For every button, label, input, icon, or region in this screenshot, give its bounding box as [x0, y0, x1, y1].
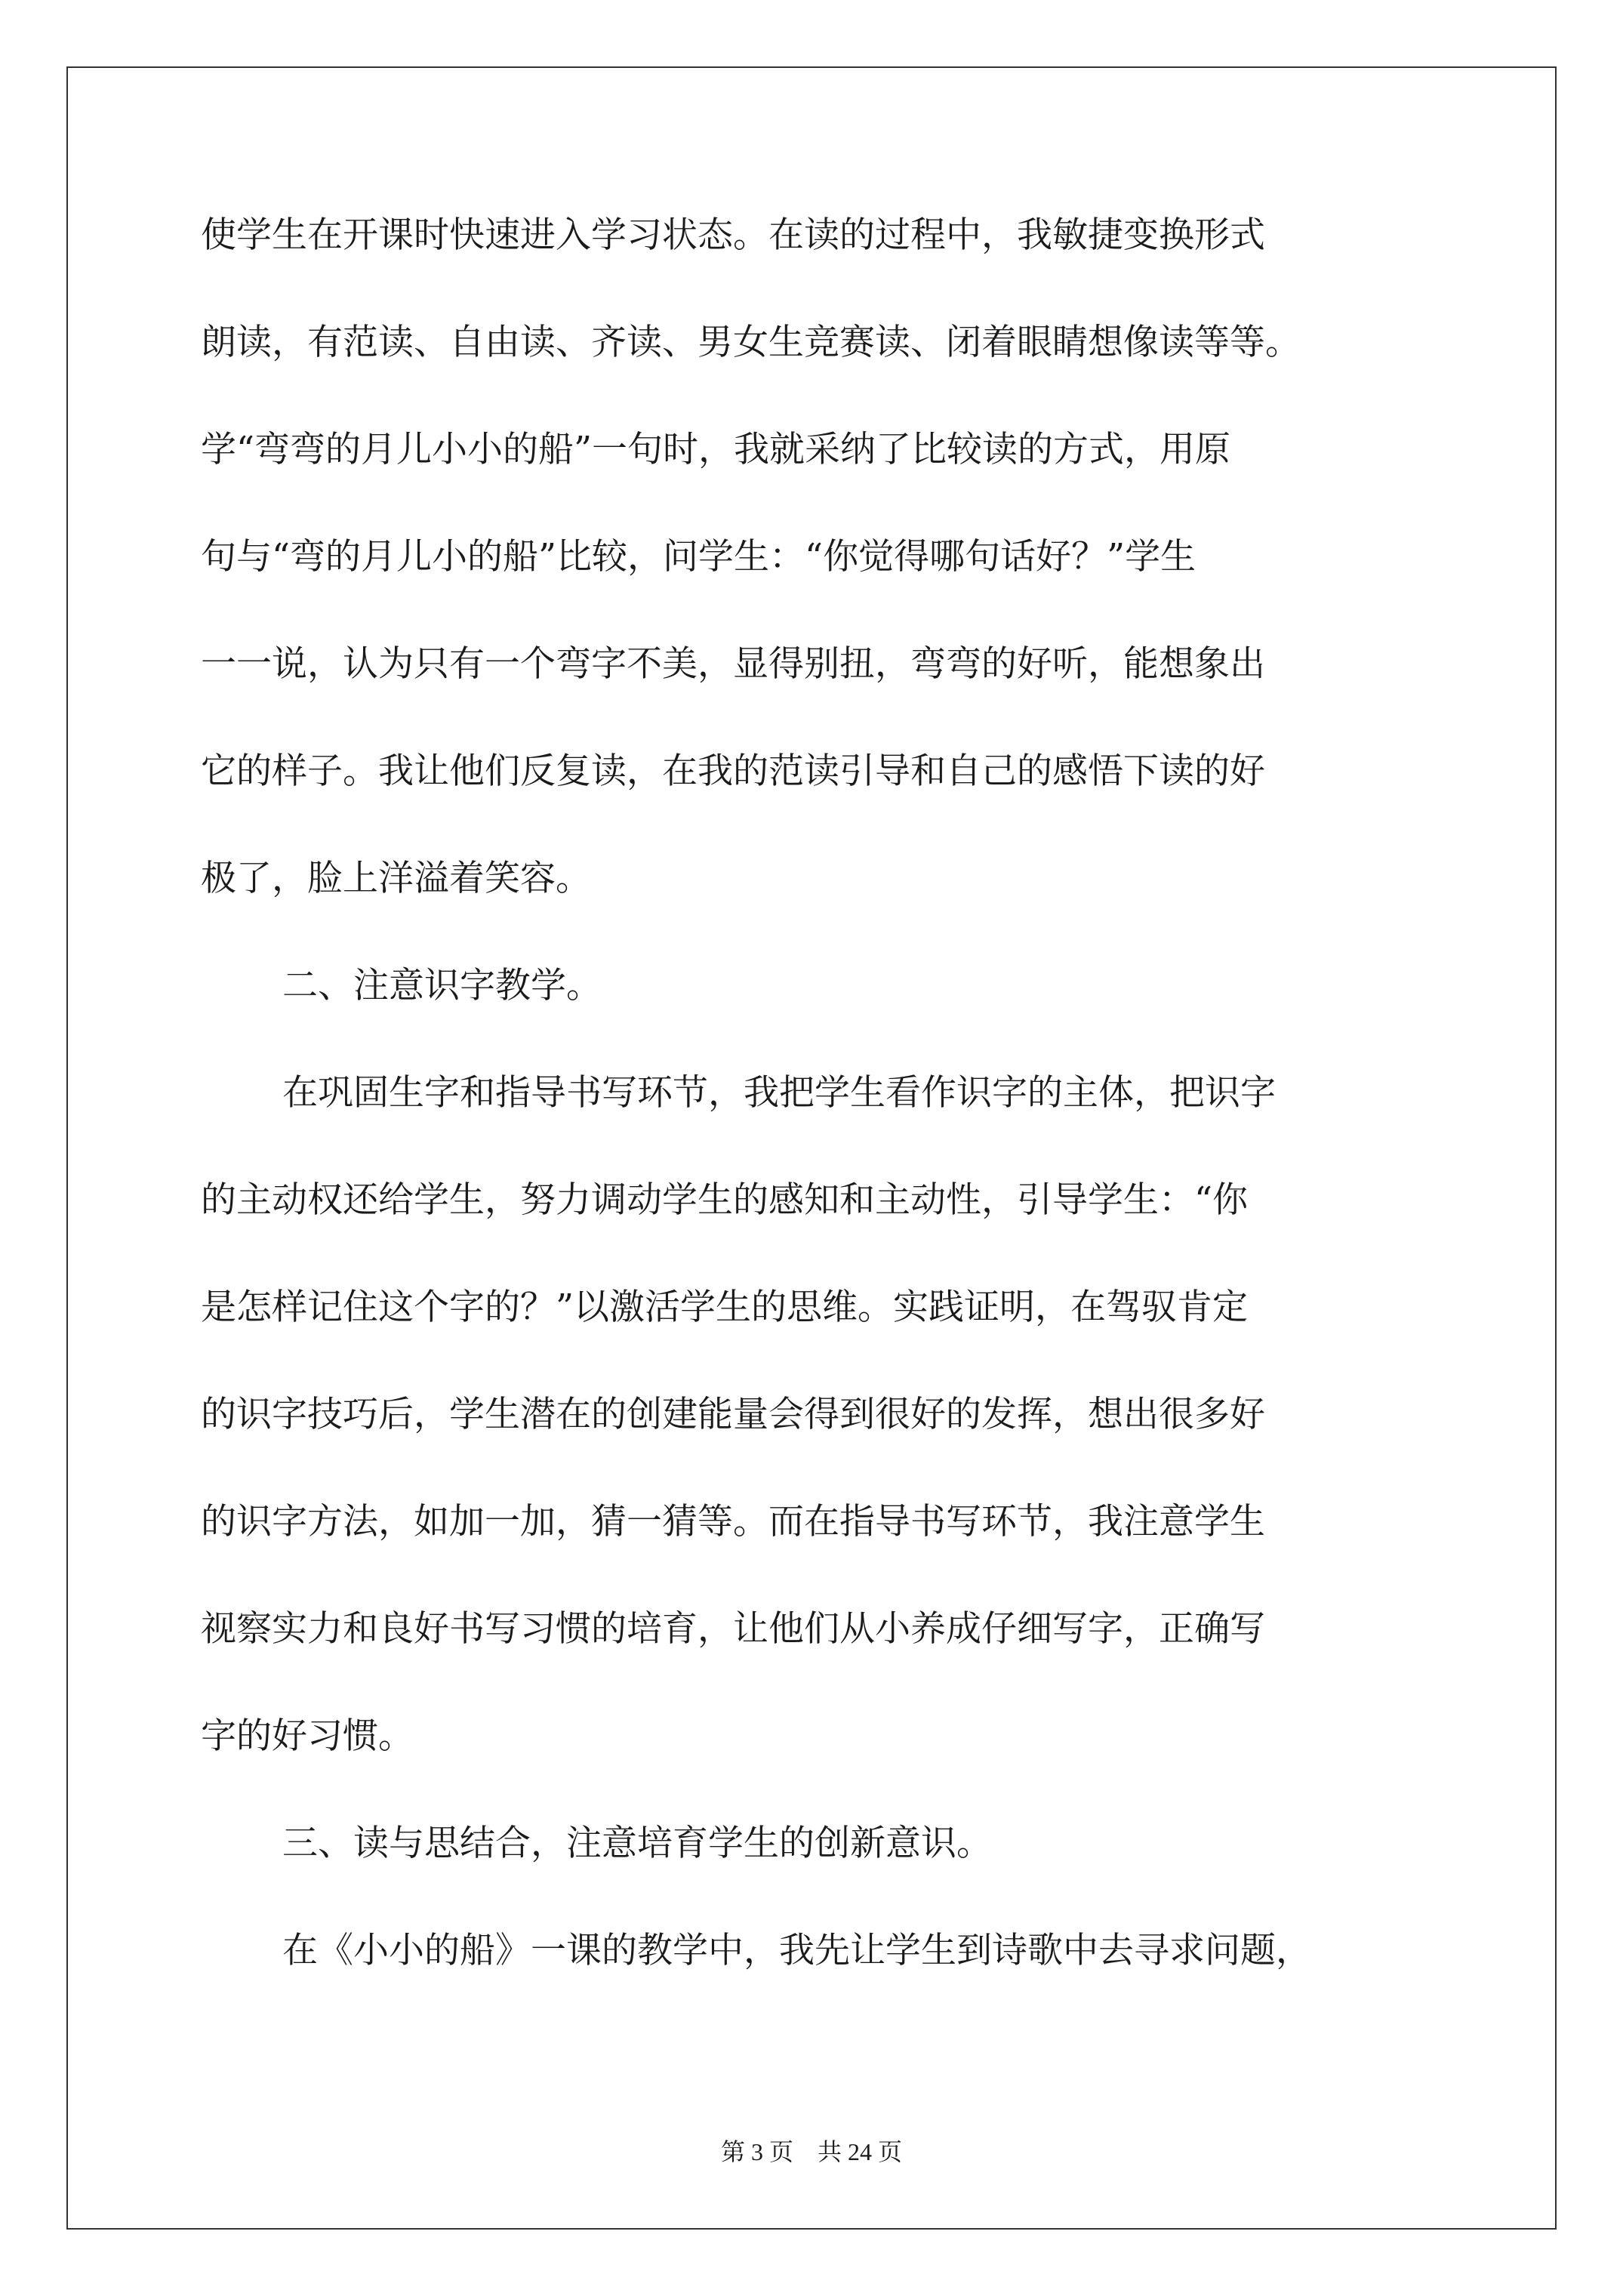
text-line: 朗读，有范读、自由读、齐读、男女生竞赛读、闭着眼睛想像读等等。 [201, 322, 1301, 363]
section-heading: 二、注意识字教学。 [282, 965, 602, 1006]
page-footer [0, 2137, 1623, 2167]
text-line: 学“弯弯的月儿小小的船”一句时，我就采纳了比较读的方式，用原 [201, 429, 1231, 470]
text-line: 的识字方法，如加一加，猜一猜等。而在指导书写环节，我注意学生 [201, 1501, 1265, 1542]
text-line: 它的样子。我让他们反复读，在我的范读引导和自己的感悟下读的好 [201, 750, 1265, 792]
text-line: 视察实力和良好书写习惯的培育，让他们从小养成仔细写字，正确写 [201, 1608, 1265, 1650]
document-body [201, 214, 1439, 1971]
text-line: 字的好习惯。 [201, 1715, 414, 1757]
text-line: 在巩固生字和指导书写环节，我把学生看作识字的主体，把识字 [282, 1072, 1276, 1114]
text-line: 的识字技巧后，学生潜在的创建能量会得到很好的发挥，想出很多好 [201, 1394, 1265, 1435]
text-line: 句与“弯的月儿小的船”比较，问学生：“你觉得哪句话好？”学生 [201, 536, 1196, 578]
text-line: 在《小小的船》一课的教学中，我先让学生到诗歌中去寻求问题， [282, 1930, 1311, 1971]
section-heading: 三、读与思结合，注意培育学生的创新意识。 [282, 1823, 992, 1864]
page-number: 第 3 页 [720, 2138, 793, 2165]
text-line: 是怎样记住这个字的？”以激活学生的思维。实践证明，在驾驭肯定 [201, 1287, 1249, 1328]
text-line: 的主动权还给学生，努力调动学生的感知和主动性，引导学生：“你 [201, 1179, 1249, 1221]
text-line: 使学生在开课时快速进入学习状态。在读的过程中，我敏捷变换形式 [201, 214, 1265, 256]
text-line: 极了，脸上洋溢着笑容。 [201, 858, 591, 899]
page-total: 共 24 页 [818, 2138, 903, 2165]
text-line: 一一说，认为只有一个弯字不美，显得别扭，弯弯的好听，能想象出 [201, 643, 1265, 685]
